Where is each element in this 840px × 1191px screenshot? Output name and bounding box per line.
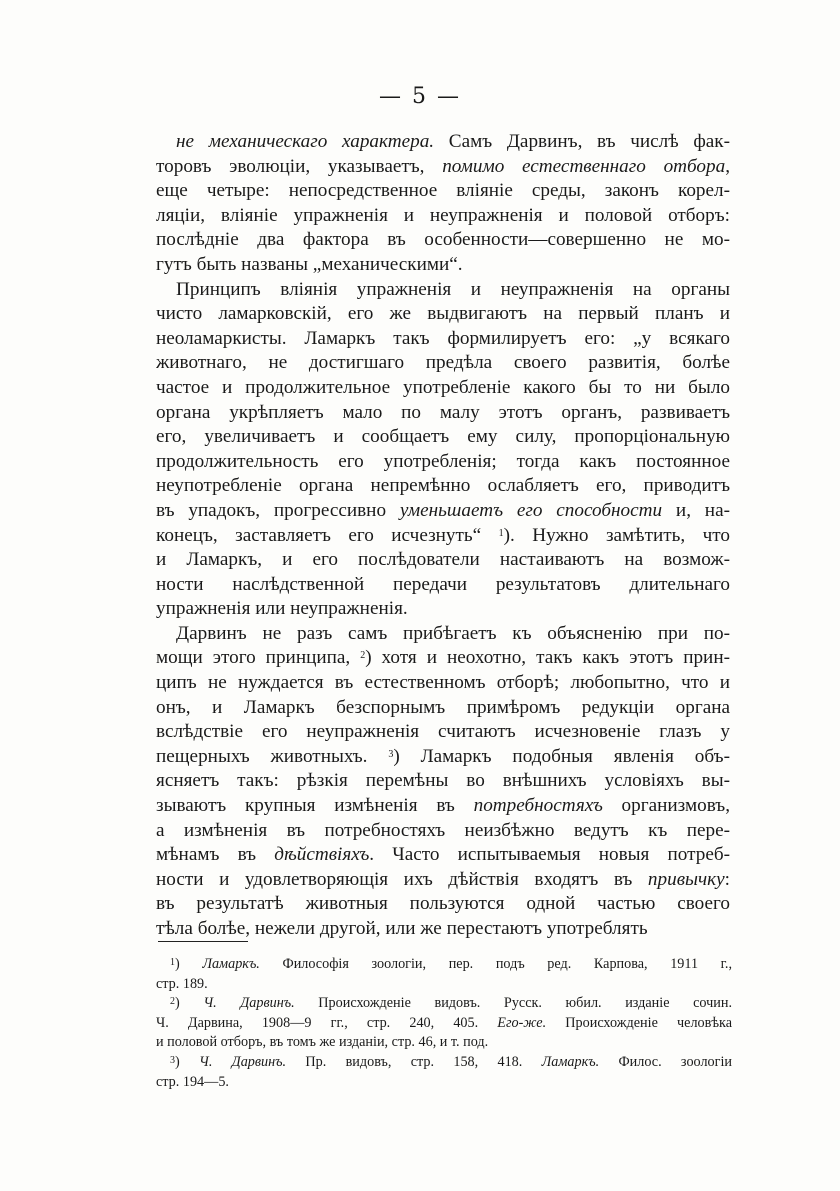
text-run: конецъ, заставляетъ его исчезнуть“	[156, 524, 499, 546]
text-line	[156, 302, 730, 327]
text-line	[156, 327, 730, 352]
italic-text: уменьшаетъ его способности	[399, 499, 663, 521]
italic-text: дѣйствіяхъ	[274, 844, 370, 866]
text-run: гутъ быть названы „механическими“.	[156, 253, 463, 275]
text-line	[156, 425, 730, 450]
text-run: мѣнамъ въ	[156, 844, 275, 866]
text-line	[156, 155, 730, 180]
text-line	[156, 769, 730, 794]
text-run: Дарвинъ не разъ самъ прибѣгаетъ къ объясненію при по-	[176, 622, 730, 644]
italic-text: Ламаркъ.	[541, 1053, 600, 1070]
text-line	[156, 130, 730, 155]
text-run: и половой отборъ, въ томъ же изданіи, стр. 46, и т. под.	[156, 1034, 489, 1051]
footnote-line	[156, 1053, 732, 1073]
text-line	[156, 548, 730, 573]
text-run: еще четыре: непосредственное вліяніе среды, законъ корел-	[156, 180, 730, 202]
text-run: а измѣненія въ потребностяхъ неизбѣжно ведутъ къ пере-	[156, 819, 730, 841]
italic-text: потребностяхъ	[473, 795, 603, 817]
text-run: ципъ не нуждается въ естественномъ отборѣ; любопытно, что и	[156, 672, 730, 694]
text-run: стр. 194—5.	[156, 1073, 229, 1090]
text-line	[156, 499, 730, 524]
footnote-marker: 2	[170, 996, 175, 1008]
text-run: торовъ эволюціи, указываетъ,	[156, 155, 443, 177]
text-run: стр. 189.	[156, 975, 208, 992]
text-run: ,	[725, 155, 730, 177]
italic-text: Ч. Дарвинъ.	[199, 1053, 287, 1070]
text-line	[156, 745, 730, 770]
text-line	[156, 646, 730, 671]
italic-text: Ламаркъ.	[202, 956, 260, 972]
footnote-marker: 1	[498, 527, 504, 539]
text-run: ). Нужно замѣтить, что	[503, 524, 730, 546]
footnote-marker: 3	[388, 748, 394, 760]
footnote-divider	[158, 941, 248, 942]
text-line	[156, 376, 730, 401]
text-run: въ результатѣ животныя пользуются одной частью своего	[156, 893, 730, 915]
text-run: и, на-	[662, 499, 730, 521]
text-run: ности и удовлетворяющія ихъ дѣйствія входятъ въ	[156, 868, 648, 890]
text-run: )	[175, 956, 203, 972]
italic-text: привычку	[647, 868, 725, 890]
text-line	[156, 524, 730, 549]
text-line	[156, 228, 730, 253]
text-run: Филос. зоологіи	[599, 1053, 732, 1070]
text-line	[156, 179, 730, 204]
text-run: Самъ Дарвинъ, въ числѣ фак-	[434, 131, 730, 152]
text-line	[156, 450, 730, 475]
text-line	[156, 696, 730, 721]
text-run: чисто ламарковскій, его же выдвигаютъ на первый планъ и	[156, 303, 730, 325]
text-line	[156, 474, 730, 499]
text-run: въ упадокъ, прогрессивно	[156, 499, 400, 521]
text-line	[156, 351, 730, 376]
main-text	[156, 130, 730, 942]
footnote	[156, 955, 732, 994]
text-run: Принципъ вліянія упражненія и неупражненія на органы	[176, 278, 730, 300]
italic-text: Его-же.	[497, 1014, 547, 1031]
text-run: Происхожденіе человѣка	[546, 1014, 732, 1031]
text-run: пещерныхъ животныхъ.	[156, 745, 389, 767]
text-run: ) Ламаркъ подобныя явленія объ-	[393, 745, 730, 767]
text-run: :	[724, 868, 730, 890]
text-run: неоламаркисты. Ламаркъ такъ формилируетъ его: „у всякаго	[156, 327, 730, 349]
text-run: частое и продолжительное употребленіе какого бы то ни было	[156, 376, 730, 398]
text-line	[156, 917, 730, 942]
text-run: Философія зоологіи, пер. подъ ред. Карпова, 1911 г.,	[259, 956, 732, 972]
text-run: упражненія или неупражненія.	[156, 598, 408, 620]
text-run: Ч. Дарвина, 1908—9 гг., стр. 240, 405.	[156, 1014, 498, 1031]
text-run: Происхожденіе видовъ. Русск. юбил. изданіе сочин.	[294, 995, 732, 1012]
text-run: онъ, и Ламаркъ безспорнымъ примѣромъ редукціи органа	[156, 696, 730, 718]
text-run: животнаго, не достигшаго предѣла своего развитія, болѣе	[156, 352, 730, 374]
text-line	[156, 868, 730, 893]
footnote-line	[156, 955, 732, 975]
text-run: продолжительность его употребленія; тогда какъ постоянное	[156, 450, 730, 472]
text-run: Пр. видовъ, стр. 158, 418.	[286, 1053, 542, 1070]
text-line	[156, 892, 730, 917]
text-run: зываютъ крупныя измѣненія въ	[156, 795, 474, 817]
text-run: органа укрѣпляетъ мало по малу этотъ органъ, развиваетъ	[156, 401, 730, 423]
text-run: )	[175, 995, 204, 1012]
text-run: ясняетъ такъ: рѣзкія перемѣны во внѣшнихъ условіяхъ вы-	[156, 770, 730, 792]
text-run: )	[175, 1053, 200, 1070]
footnote-line	[156, 1073, 732, 1093]
text-run: организмовъ,	[602, 795, 730, 817]
text-run: ляціи, вліяніе упражненія и неупражненія и половой отборъ:	[156, 204, 730, 226]
text-run: ) хотя и неохотно, такъ какъ этотъ прин-	[365, 647, 730, 669]
text-line	[156, 671, 730, 696]
footnote	[156, 1053, 732, 1092]
footnote-line	[156, 1033, 732, 1053]
text-line	[156, 843, 730, 868]
text-run: его, увеличиваетъ и сообщаетъ ему силу, пропорціональную	[156, 426, 730, 448]
text-run: . Часто испытываемыя новыя потреб-	[369, 844, 730, 866]
italic-text: Ч. Дарвинъ.	[203, 995, 295, 1012]
text-run: неупотребленіе органа непремѣнно ослабляетъ его, приводитъ	[156, 475, 730, 497]
text-line	[156, 253, 730, 278]
footnote-marker: 1	[170, 957, 175, 968]
text-run: послѣдніе два фактора въ особенности—совершенно не мо-	[156, 229, 730, 251]
paragraph	[156, 278, 730, 622]
text-line	[156, 819, 730, 844]
italic-text: помимо естественнаго отбора	[442, 155, 726, 177]
italic-text: не механическаго характера.	[176, 131, 435, 152]
text-line	[156, 401, 730, 426]
text-run: ности наслѣдственной передачи результатовъ длительнаго	[156, 573, 730, 595]
footnote-line	[156, 994, 732, 1014]
paragraph	[156, 622, 730, 942]
footnote-marker: 2	[360, 650, 366, 662]
text-line	[156, 204, 730, 229]
text-run: и Ламаркъ, и его послѣдователи настаиваютъ на возмож-	[156, 549, 730, 571]
text-run: вслѣдствіе его неупражненія считаютъ исчезновеніе глазъ у	[156, 721, 730, 743]
footnote	[156, 994, 732, 1053]
text-line	[156, 794, 730, 819]
text-run: мощи этого принципа,	[156, 647, 361, 669]
text-line	[156, 720, 730, 745]
text-line	[156, 573, 730, 598]
text-run: тѣла болѣе, нежели другой, или же перестаютъ употреблять	[156, 918, 648, 939]
page-number: — 5 —	[379, 84, 461, 109]
footnote-line	[156, 975, 732, 995]
text-line	[156, 597, 730, 622]
footnote-marker: 3	[170, 1054, 175, 1066]
text-line	[156, 622, 730, 647]
text-line	[156, 278, 730, 303]
footnote-line	[156, 1014, 732, 1034]
footnotes	[156, 955, 732, 1092]
paragraph	[156, 130, 730, 278]
